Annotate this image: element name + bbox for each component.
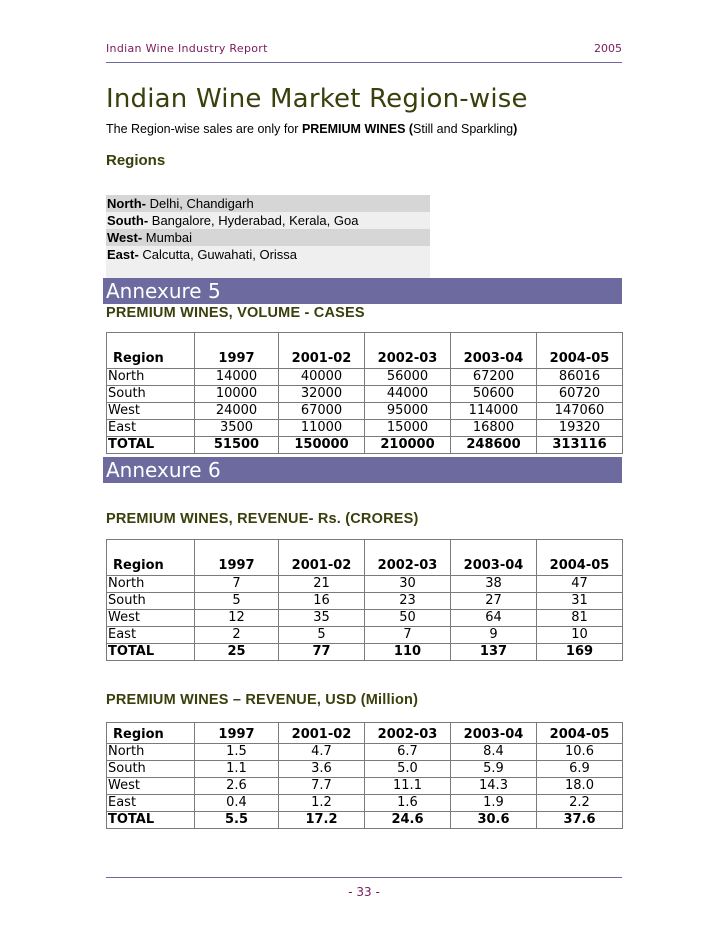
value-cell: 2.6 bbox=[195, 778, 279, 795]
value-cell: 2.2 bbox=[537, 795, 623, 812]
value-cell: 30 bbox=[365, 576, 451, 593]
value-cell: 147060 bbox=[537, 403, 623, 420]
table-row bbox=[107, 795, 623, 812]
table-row bbox=[107, 761, 623, 778]
region-cell: West bbox=[107, 403, 195, 420]
value-cell: 47 bbox=[537, 576, 623, 593]
table1-heading: PREMIUM WINES, VOLUME - CASES bbox=[106, 305, 365, 321]
header-divider bbox=[106, 62, 622, 63]
value-cell: 8.4 bbox=[451, 744, 537, 761]
value-cell: 24000 bbox=[195, 403, 279, 420]
region-cell: East bbox=[107, 420, 195, 437]
table-row bbox=[107, 744, 623, 761]
table-row bbox=[107, 778, 623, 795]
value-cell: 4.7 bbox=[279, 744, 365, 761]
value-cell: 14000 bbox=[195, 369, 279, 386]
column-header-year: 2001-02 bbox=[279, 723, 365, 744]
subtitle-text: The Region-wise sales are only for bbox=[106, 122, 302, 136]
column-header-year: 2003-04 bbox=[451, 540, 537, 576]
region-cell: TOTAL bbox=[107, 644, 195, 661]
column-header-region: Region bbox=[107, 540, 195, 576]
total-row bbox=[107, 437, 623, 454]
value-cell: 60720 bbox=[537, 386, 623, 403]
value-cell: 50600 bbox=[451, 386, 537, 403]
value-cell: 21 bbox=[279, 576, 365, 593]
value-cell: 32000 bbox=[279, 386, 365, 403]
value-cell: 110 bbox=[365, 644, 451, 661]
value-cell: 67200 bbox=[451, 369, 537, 386]
value-cell: 11000 bbox=[279, 420, 365, 437]
column-header-year: 1997 bbox=[195, 333, 279, 369]
value-cell: 1.2 bbox=[279, 795, 365, 812]
page-number: - 33 - bbox=[348, 885, 380, 899]
value-cell: 1.9 bbox=[451, 795, 537, 812]
column-header-year: 2004-05 bbox=[537, 723, 623, 744]
subtitle-bold-end: ) bbox=[513, 122, 518, 136]
column-header-year: 2002-03 bbox=[365, 540, 451, 576]
column-header-year: 2003-04 bbox=[451, 723, 537, 744]
value-cell: 114000 bbox=[451, 403, 537, 420]
value-cell: 14.3 bbox=[451, 778, 537, 795]
page-title: Indian Wine Market Region-wise bbox=[106, 84, 528, 114]
value-cell: 5.0 bbox=[365, 761, 451, 778]
table-row bbox=[107, 369, 623, 386]
table-header-row bbox=[107, 333, 623, 369]
value-cell: 44000 bbox=[365, 386, 451, 403]
value-cell: 23 bbox=[365, 593, 451, 610]
value-cell: 313116 bbox=[537, 437, 623, 454]
value-cell: 12 bbox=[195, 610, 279, 627]
value-cell: 17.2 bbox=[279, 812, 365, 829]
value-cell: 5 bbox=[279, 627, 365, 644]
value-cell: 30.6 bbox=[451, 812, 537, 829]
value-cell: 64 bbox=[451, 610, 537, 627]
value-cell: 35 bbox=[279, 610, 365, 627]
value-cell: 5 bbox=[195, 593, 279, 610]
value-cell: 5.5 bbox=[195, 812, 279, 829]
subtitle-mid: Still and Sparkling bbox=[413, 122, 514, 136]
value-cell: 6.9 bbox=[537, 761, 623, 778]
region-name: East- bbox=[107, 247, 139, 262]
table-row bbox=[107, 610, 623, 627]
column-header-year: 2002-03 bbox=[365, 723, 451, 744]
total-row bbox=[107, 644, 623, 661]
value-cell: 2 bbox=[195, 627, 279, 644]
region-cities: Bangalore, Hyderabad, Kerala, Goa bbox=[148, 213, 359, 228]
value-cell: 7 bbox=[365, 627, 451, 644]
table-header-row bbox=[107, 723, 623, 744]
value-cell: 10000 bbox=[195, 386, 279, 403]
table-row bbox=[107, 576, 623, 593]
value-cell: 1.5 bbox=[195, 744, 279, 761]
table3-heading: PREMIUM WINES – REVENUE, USD (Million) bbox=[106, 692, 419, 708]
table2-heading: PREMIUM WINES, REVENUE- Rs. (CRORES) bbox=[106, 511, 419, 527]
value-cell: 81 bbox=[537, 610, 623, 627]
value-cell: 15000 bbox=[365, 420, 451, 437]
region-cities: Calcutta, Guwahati, Orissa bbox=[138, 247, 298, 262]
region-name: North- bbox=[107, 196, 146, 211]
value-cell: 248600 bbox=[451, 437, 537, 454]
value-cell: 3.6 bbox=[279, 761, 365, 778]
value-cell: 56000 bbox=[365, 369, 451, 386]
value-cell: 5.9 bbox=[451, 761, 537, 778]
value-cell: 19320 bbox=[537, 420, 623, 437]
table-row bbox=[107, 593, 623, 610]
value-cell: 1.6 bbox=[365, 795, 451, 812]
value-cell: 1.1 bbox=[195, 761, 279, 778]
value-cell: 0.4 bbox=[195, 795, 279, 812]
value-cell: 7 bbox=[195, 576, 279, 593]
column-header-year: 2004-05 bbox=[537, 333, 623, 369]
value-cell: 3500 bbox=[195, 420, 279, 437]
page-subtitle bbox=[106, 122, 517, 136]
region-cell: North bbox=[107, 369, 195, 386]
value-cell: 31 bbox=[537, 593, 623, 610]
region-cities: Delhi, Chandigarh bbox=[146, 196, 254, 211]
value-cell: 18.0 bbox=[537, 778, 623, 795]
annexure-5-band: Annexure 5 bbox=[103, 278, 622, 304]
value-cell: 51500 bbox=[195, 437, 279, 454]
region-cell: North bbox=[107, 576, 195, 593]
value-cell: 210000 bbox=[365, 437, 451, 454]
regions-list bbox=[106, 195, 430, 283]
column-header-year: 1997 bbox=[195, 723, 279, 744]
column-header-year: 1997 bbox=[195, 540, 279, 576]
region-item bbox=[106, 195, 430, 212]
footer-divider bbox=[106, 877, 622, 878]
value-cell: 6.7 bbox=[365, 744, 451, 761]
region-cell: South bbox=[107, 761, 195, 778]
value-cell: 40000 bbox=[279, 369, 365, 386]
table-row bbox=[107, 386, 623, 403]
region-cell: TOTAL bbox=[107, 437, 195, 454]
region-cell: West bbox=[107, 778, 195, 795]
revenue-usd-table bbox=[106, 722, 623, 829]
total-row bbox=[107, 812, 623, 829]
value-cell: 50 bbox=[365, 610, 451, 627]
volume-table bbox=[106, 332, 623, 454]
region-name: South- bbox=[107, 213, 149, 228]
value-cell: 86016 bbox=[537, 369, 623, 386]
region-cell: East bbox=[107, 795, 195, 812]
value-cell: 9 bbox=[451, 627, 537, 644]
region-item bbox=[106, 246, 430, 263]
running-header-title: Indian Wine Industry Report bbox=[106, 42, 268, 55]
column-header-year: 2003-04 bbox=[451, 333, 537, 369]
value-cell: 24.6 bbox=[365, 812, 451, 829]
region-cell: TOTAL bbox=[107, 812, 195, 829]
column-header-year: 2004-05 bbox=[537, 540, 623, 576]
value-cell: 77 bbox=[279, 644, 365, 661]
subtitle-bold: PREMIUM WINES ( bbox=[301, 122, 414, 136]
region-cell: South bbox=[107, 386, 195, 403]
region-item bbox=[106, 229, 430, 246]
value-cell: 137 bbox=[451, 644, 537, 661]
table-row bbox=[107, 420, 623, 437]
value-cell: 27 bbox=[451, 593, 537, 610]
annexure-6-band: Annexure 6 bbox=[103, 457, 622, 483]
value-cell: 38 bbox=[451, 576, 537, 593]
value-cell: 11.1 bbox=[365, 778, 451, 795]
value-cell: 7.7 bbox=[279, 778, 365, 795]
column-header-year: 2001-02 bbox=[279, 333, 365, 369]
value-cell: 16 bbox=[279, 593, 365, 610]
value-cell: 25 bbox=[195, 644, 279, 661]
value-cell: 95000 bbox=[365, 403, 451, 420]
value-cell: 169 bbox=[537, 644, 623, 661]
value-cell: 37.6 bbox=[537, 812, 623, 829]
value-cell: 150000 bbox=[279, 437, 365, 454]
table-row bbox=[107, 627, 623, 644]
table-header-row bbox=[107, 540, 623, 576]
column-header-year: 2002-03 bbox=[365, 333, 451, 369]
region-cell: East bbox=[107, 627, 195, 644]
region-item bbox=[106, 212, 430, 229]
region-cities: Mumbai bbox=[142, 230, 193, 245]
value-cell: 10 bbox=[537, 627, 623, 644]
value-cell: 67000 bbox=[279, 403, 365, 420]
value-cell: 16800 bbox=[451, 420, 537, 437]
regions-heading: Regions bbox=[106, 152, 166, 169]
column-header-year: 2001-02 bbox=[279, 540, 365, 576]
running-header-year: 2005 bbox=[594, 42, 622, 55]
region-name: West- bbox=[107, 230, 143, 245]
table-row bbox=[107, 403, 623, 420]
revenue-inr-table bbox=[106, 539, 623, 661]
region-cell: West bbox=[107, 610, 195, 627]
value-cell: 10.6 bbox=[537, 744, 623, 761]
column-header-region: Region bbox=[107, 333, 195, 369]
region-cell: North bbox=[107, 744, 195, 761]
column-header-region: Region bbox=[107, 723, 195, 744]
region-cell: South bbox=[107, 593, 195, 610]
